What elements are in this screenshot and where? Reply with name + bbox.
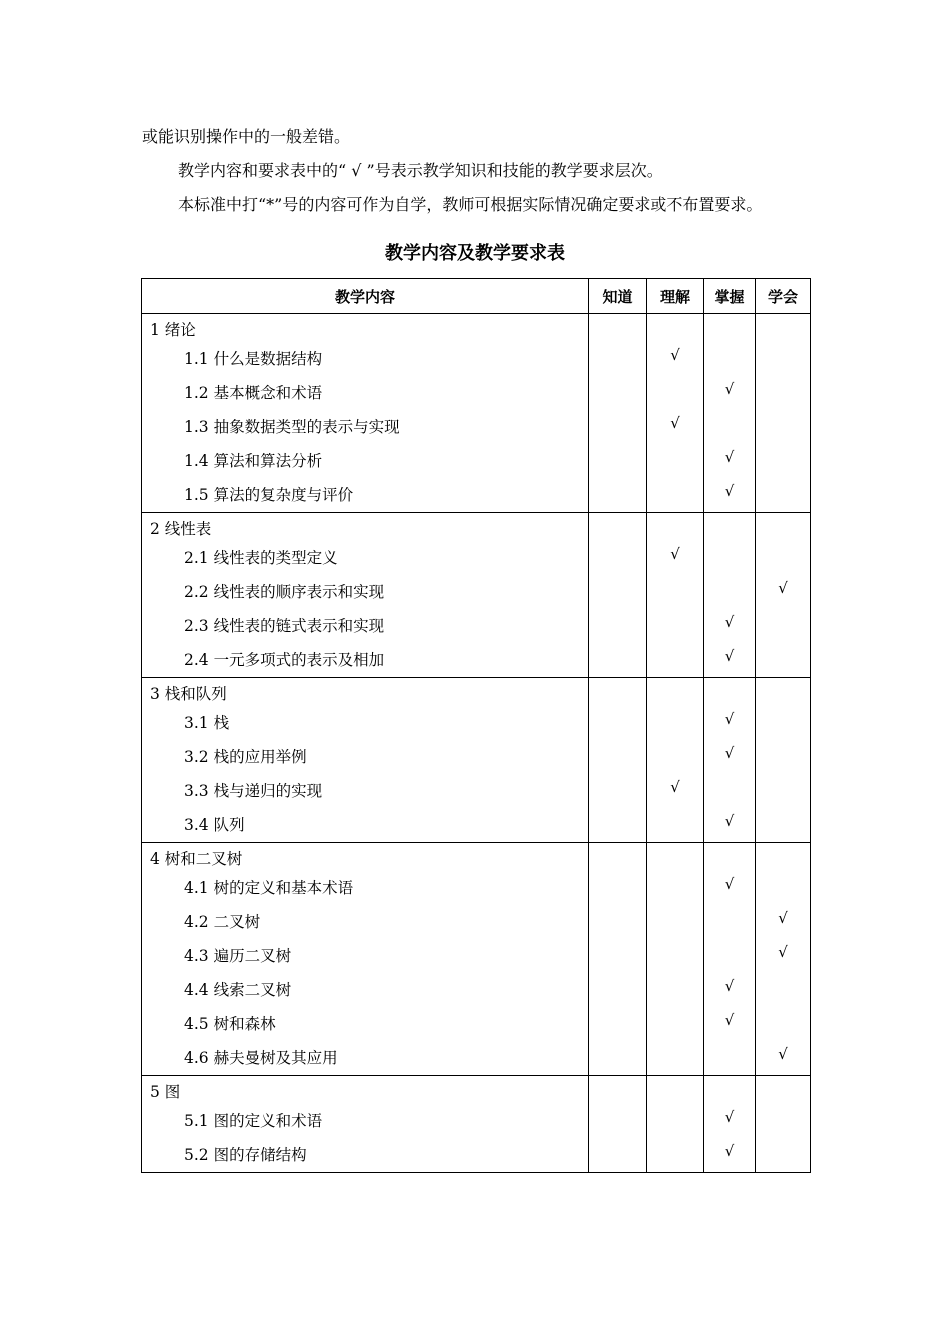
topic-item: 4.5 树和森林 [184, 1015, 276, 1033]
level-cell [704, 1076, 756, 1173]
level-cell [756, 513, 811, 678]
topic-item: 4.1 树的定义和基本术语 [184, 879, 354, 897]
table-header-row [142, 279, 811, 314]
topic-item: 3.1 栈 [184, 714, 230, 732]
topic-item: 5.1 图的定义和术语 [184, 1112, 323, 1130]
level-cell [704, 513, 756, 678]
section-content-cell [142, 513, 589, 678]
level-cell [589, 843, 647, 1076]
level-cell [704, 314, 756, 513]
intro-paragraph-1: 或能识别操作中的一般差错。 [142, 127, 351, 146]
check-mark-icon: √ [724, 1108, 735, 1126]
requirements-table [141, 278, 811, 1173]
topic-item: 2.4 一元多项式的表示及相加 [184, 651, 385, 669]
intro-paragraph-3: 本标准中打“*”号的内容可作为自学，教师可根据实际情况确定要求或不布置要求。 [178, 195, 763, 214]
check-mark-icon: √ [724, 1142, 735, 1160]
check-mark-icon: √ [778, 909, 788, 927]
check-mark-icon: √ [724, 380, 735, 398]
level-cell [589, 1076, 647, 1173]
topic-item: 4.4 线索二叉树 [184, 981, 292, 999]
topic-item: 1.2 基本概念和术语 [184, 384, 323, 402]
topic-item: 2.2 线性表的顺序表示和实现 [184, 583, 385, 601]
topic-item: 1.5 算法的复杂度与评价 [184, 486, 354, 504]
header-master: 掌握 [704, 279, 756, 314]
check-mark-icon: √ [670, 778, 680, 796]
section-title: 1 绪论 [150, 321, 196, 339]
topic-item: 3.4 队列 [184, 816, 245, 834]
topic-item: 4.2 二叉树 [184, 913, 261, 931]
check-mark-icon: √ [670, 346, 680, 364]
level-cell [589, 314, 647, 513]
check-mark-icon: √ [724, 482, 735, 500]
check-mark-icon: √ [724, 710, 735, 728]
header-understand: 理解 [647, 279, 704, 314]
section-row [142, 314, 811, 513]
intro-paragraph-2: 教学内容和要求表中的“ √ ”号表示教学知识和技能的教学要求层次。 [178, 161, 663, 180]
check-mark-icon: √ [724, 647, 735, 665]
level-cell [647, 678, 704, 843]
topic-item: 1.1 什么是数据结构 [184, 350, 323, 368]
section-row [142, 513, 811, 678]
topic-item: 1.4 算法和算法分析 [184, 452, 323, 470]
topic-item: 2.1 线性表的类型定义 [184, 549, 338, 567]
level-cell [704, 678, 756, 843]
topic-item: 4.3 遍历二叉树 [184, 947, 292, 965]
section-title: 3 栈和队列 [150, 685, 227, 703]
level-cell [756, 678, 811, 843]
header-learn: 学会 [756, 279, 811, 314]
topic-item: 1.3 抽象数据类型的表示与实现 [184, 418, 400, 436]
level-cell [647, 843, 704, 1076]
level-cell [647, 1076, 704, 1173]
topic-item: 5.2 图的存储结构 [184, 1146, 307, 1164]
section-title: 4 树和二叉树 [150, 850, 243, 868]
check-mark-icon: √ [670, 545, 680, 563]
section-row [142, 678, 811, 843]
section-title: 2 线性表 [150, 520, 212, 538]
level-cell [647, 513, 704, 678]
check-mark-icon: √ [724, 875, 735, 893]
check-mark-icon: √ [778, 943, 788, 961]
check-mark-icon: √ [724, 977, 735, 995]
table-title: 教学内容及教学要求表 [385, 243, 565, 264]
level-cell [756, 314, 811, 513]
section-title: 5 图 [150, 1083, 181, 1101]
level-cell [756, 1076, 811, 1173]
topic-item: 4.6 赫夫曼树及其应用 [184, 1049, 338, 1067]
level-cell [589, 513, 647, 678]
check-mark-icon: √ [724, 812, 735, 830]
header-content: 教学内容 [142, 279, 589, 314]
topic-item: 3.2 栈的应用举例 [184, 748, 307, 766]
level-cell [756, 843, 811, 1076]
level-cell [704, 843, 756, 1076]
section-content-cell [142, 843, 589, 1076]
section-content-cell [142, 314, 589, 513]
topic-item: 3.3 栈与递归的实现 [184, 782, 323, 800]
check-mark-icon: √ [724, 1011, 735, 1029]
header-know: 知道 [589, 279, 647, 314]
section-content-cell [142, 1076, 589, 1173]
section-row [142, 1076, 811, 1173]
topic-item: 2.3 线性表的链式表示和实现 [184, 617, 385, 635]
check-mark-icon: √ [670, 414, 680, 432]
check-mark-icon: √ [778, 579, 788, 597]
check-mark-icon: √ [724, 448, 735, 466]
check-mark-icon: √ [778, 1045, 788, 1063]
section-row [142, 843, 811, 1076]
check-mark-icon: √ [724, 744, 735, 762]
level-cell [589, 678, 647, 843]
level-cell [647, 314, 704, 513]
check-mark-icon: √ [724, 613, 735, 631]
section-content-cell [142, 678, 589, 843]
table-body [142, 314, 811, 1173]
